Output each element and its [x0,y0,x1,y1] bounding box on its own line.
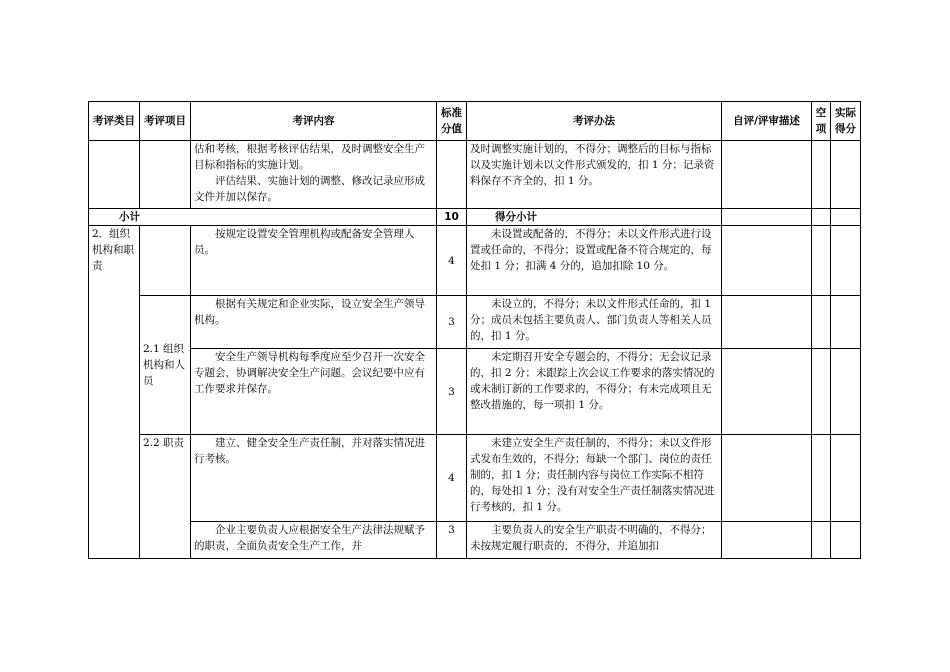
subtotal-score: 10 [437,209,467,226]
table-row [89,226,861,296]
method-cell: 主要负责人的安全生产职责不明确的，不得分；未按规定履行职责的，不得分，并追加扣 [467,522,722,559]
subtotal-row [89,209,861,226]
score-cell: 3 [437,522,467,559]
method-cell: 未设置或配备的，不得分；未以文件形式进行设置或任命的，不得分；设置或配备不符合规定的，每处扣 1 分；扣满 4 分的，追加扣除 10 分。 [467,226,722,296]
method-cell: 及时调整实施计划的，不得分；调整后的目标与指标以及实施计划未以文件形式颁发的，扣 1 分；记录资料保存不齐全的，扣 1 分。 [467,141,722,209]
table-row [89,349,861,435]
table-row [89,522,861,559]
score-cell: 3 [437,349,467,435]
method-cell: 未建立安全生产责任制的，不得分；未以文件形式发布生效的，不得分；每缺一个部门、岗位的责任制的，扣 1 分；责任制内容与岗位工作实际不相符的，每处扣 1 分；没有对安全生产责任制落实情况进行考核的，扣 1 分。 [467,435,722,522]
content-text: 评估结果、实施计划的调整、修改记录应形成文件并加以保存。 [194,175,425,203]
item-cell: 2.1 组织机构和人员 [140,296,191,435]
content-cell: 企业主要负责人应根据安全生产法律法规赋予的职责，全面负责安全生产工作，并 [191,522,437,559]
table-row [89,296,861,349]
table-row [89,435,861,522]
content-text: 估和考核，根据考核评估结果，及时调整安全生产目标和指标的实施计划。 [194,143,425,171]
header-score: 标准分值 [437,102,467,141]
header-actual: 实际得分 [831,102,861,141]
method-cell: 未定期召开安全专题会的，不得分；无会议记录的，扣 2 分；未跟踪上次会议工作要求的落实情况的或未制订新的工作要求的，不得分；有未完成项且无整改措施的，每一项扣 1 分。 [467,349,722,435]
item-cell: 2.2 职责 [140,435,191,559]
header-method: 考评办法 [467,102,722,141]
subtotal-label: 小计 [89,209,437,226]
header-item: 考评项目 [140,102,191,141]
content-cell: 根据有关规定和企业实际，设立安全生产领导机构。 [191,296,437,349]
table-row [89,141,861,209]
score-cell: 4 [437,226,467,296]
score-cell: 3 [437,296,467,349]
content-cell: 按规定设置安全管理机构或配备安全管理人员。 [191,226,437,296]
subtotal-score-label: 得分小计 [467,209,722,226]
header-self-review: 自评/评审描述 [722,102,812,141]
content-cell [191,141,437,209]
header-row [89,102,861,141]
header-blank: 空项 [812,102,831,141]
category-cell: 2．组织机构和职责 [89,226,140,559]
header-content: 考评内容 [191,102,437,141]
method-cell: 未设立的，不得分；未以文件形式任命的，扣 1 分；成员未包括主要负责人、部门负责人等相关人员的，扣 1 分。 [467,296,722,349]
content-cell: 安全生产领导机构每季度应至少召开一次安全专题会，协调解决安全生产问题。会议纪要中应有工作要求并保存。 [191,349,437,435]
header-category: 考评类目 [89,102,140,141]
evaluation-table [88,101,861,559]
score-cell: 4 [437,435,467,522]
content-cell: 建立、健全安全生产责任制，并对落实情况进行考核。 [191,435,437,522]
